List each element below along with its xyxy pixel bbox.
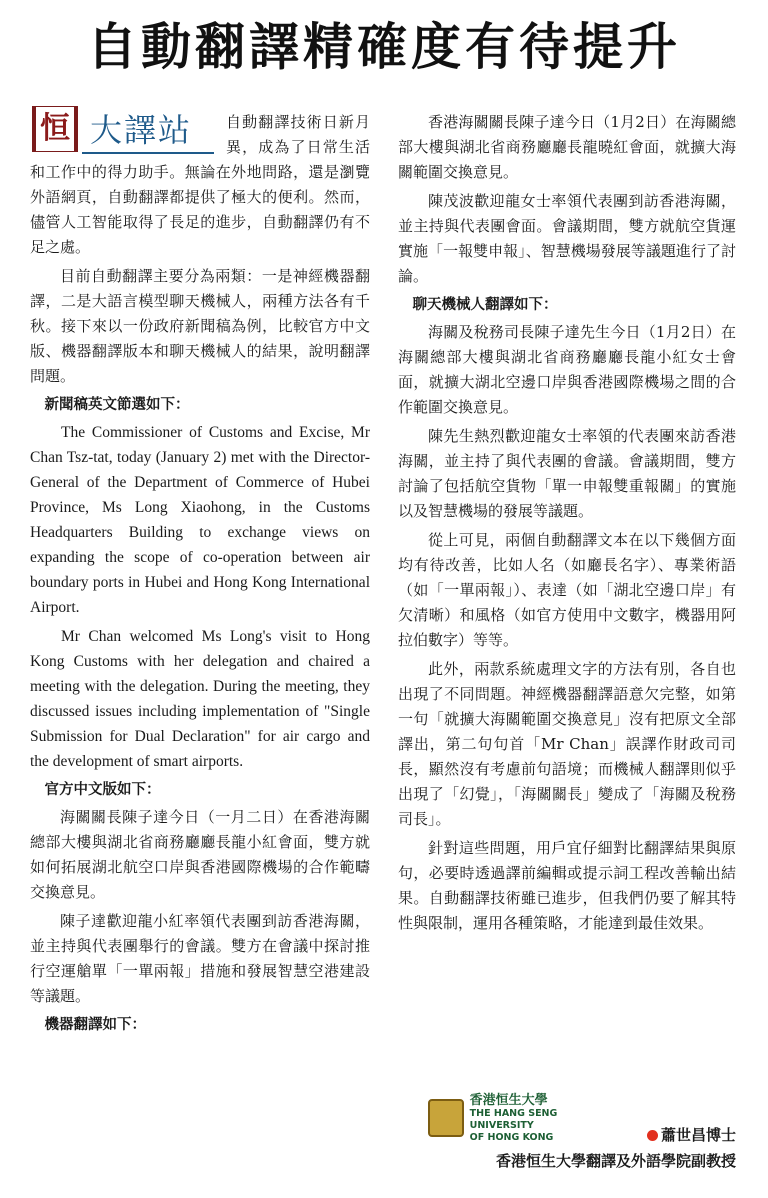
paragraph: 目前自動翻譯主要分為兩類：一是神經機器翻譯，二是大語言模型聊天機械人，兩種方法各有千秋。接下來以一份政府新聞稿為例，比較官方中文版、機器翻譯版本和聊天機械人的結果，說明翻譯問題。 [30, 267, 370, 385]
author [647, 1124, 736, 1145]
english-paragraph: Mr Chan welcomed Ms Long's visit to Hong Kong Customs with her delegation and chaired a meeting with the delegation. During the meeting, they discussed issues including implementation of "Single Submission for Dual Declaration" for air cargo and the development of smart airports. [30, 628, 370, 770]
english-paragraph: The Commissioner of Customs and Excise, Mr Chan Tsz-tat, today (January 2) met with the Director-General of the Department of Commerce of Hubei Province, Ms Long Xiaohong, in the Customs Headquarters Building to exchange views on expanding the scope of co-operation between air boundary ports in Hubei and Hong Kong International Airport. [30, 424, 370, 616]
paragraph: 海關關長陳子達今日（一月二日）在香港海關總部大樓與湖北省商務廳廳長龍小紅會面，雙方就如何拓展湖北航空口岸與香港國際機場的合作範疇交換意見。 [30, 808, 370, 901]
crest-icon [428, 1099, 464, 1137]
column-logo-text: 大譯站 [90, 111, 193, 149]
paragraph: 陳先生熱烈歡迎龍女士率領的代表團來訪香港海關，並主持了與代表團的會議。會議期間，雙方討論了包括航空貨物「單一申報雙重報關」的實施以及智慧機場的發展等議題。 [398, 427, 736, 520]
author-name: 蕭世昌博士 [660, 1126, 736, 1144]
university-name-en: OF HONG KONG [469, 1131, 554, 1143]
author-affiliation: 香港恒生大學翻譯及外語學院副教授 [495, 1152, 736, 1170]
intro-paragraph: 自動翻譯技術日新月異，成為了日常生活和工作中的得力助手。無論在外地問路，還是瀏覽外語網頁，自動翻譯都提供了極大的便利。然而，儘管人工智能取得了長足的進步，自動翻譯仍有不足之處。 [30, 113, 370, 256]
column-logo-mark: 恒 [32, 106, 78, 152]
headline: 自動翻譯精確度有待提升 [87, 18, 681, 76]
column-logo [30, 106, 218, 156]
logo-underline [82, 152, 214, 154]
university-name-en: THE HANG SENG UNIVERSITY [469, 1107, 558, 1131]
paragraph: 陳子達歡迎龍小紅率領代表團到訪香港海關，並主持與代表團舉行的會議。雙方在會議中探討推行空運艙單「一單兩報」措施和發展智慧空港建設等議題。 [30, 912, 370, 1005]
university-logo [428, 1092, 614, 1143]
paragraph: 海關及稅務司長陳子達先生今日（1月2日）在海關總部大樓與湖北省商務廳廳長龍小紅女士會面，就擴大湖北空邊口岸與香港國際機場之間的合作範圍交換意見。 [398, 323, 736, 416]
paragraph: 針對這些問題，用戶宜仔細對比翻譯結果與原句，必要時透過譯前編輯或提示詞工程改善輸出結果。自動翻譯技術雖已進步，但我們仍要了解其特性與限制，運用各種策略，才能達到最佳效果。 [398, 839, 736, 932]
section-heading: 新聞稿英文節選如下： [44, 397, 190, 413]
paragraph: 此外，兩款系統處理文字的方法有別，各自也出現了不同問題。神經機器翻譯語意欠完整，如第一句「就擴大海關範圍交換意見」沒有把原文全部譯出，第二句句首「Mr Chan」誤譯作財政司司長，顯然沒有考慮前句語境；而機械人翻譯則似乎出現了「幻覺」，「海關關長」變成了「海關及稅務司長」。 [398, 660, 736, 828]
section-heading: 官方中文版如下： [44, 782, 161, 798]
university-name-cn: 香港恒生大學 [469, 1092, 548, 1108]
left-column [30, 110, 370, 1040]
section-heading: 聊天機械人翻譯如下： [412, 297, 558, 313]
paragraph: 從上可見，兩個自動翻譯文本在以下幾個方面均有待改善，比如人名（如廳長名字）、專業術語（如「一單兩報」）、表達（如「湖北空邊口岸」有欠清晰）和風格（如官方使用中文數字，機器用阿拉伯數字）等等。 [398, 531, 736, 649]
university-names [470, 1093, 614, 1144]
paragraph: 陳茂波歡迎龍女士率領代表團到訪香港海關，並主持與代表團會面。會議期間，雙方就航空貨運實施「一報雙申報」、智慧機場發展等議題進行了討論。 [398, 192, 736, 285]
bullet-icon [647, 1130, 658, 1141]
section-heading: 機器翻譯如下： [44, 1017, 146, 1033]
paragraph: 香港海關關長陳子達今日（1月2日）在海關總部大樓與湖北省商務廳廳長龍曉紅會面，就擴大海關範圍交換意見。 [398, 113, 736, 181]
right-column [398, 110, 736, 940]
